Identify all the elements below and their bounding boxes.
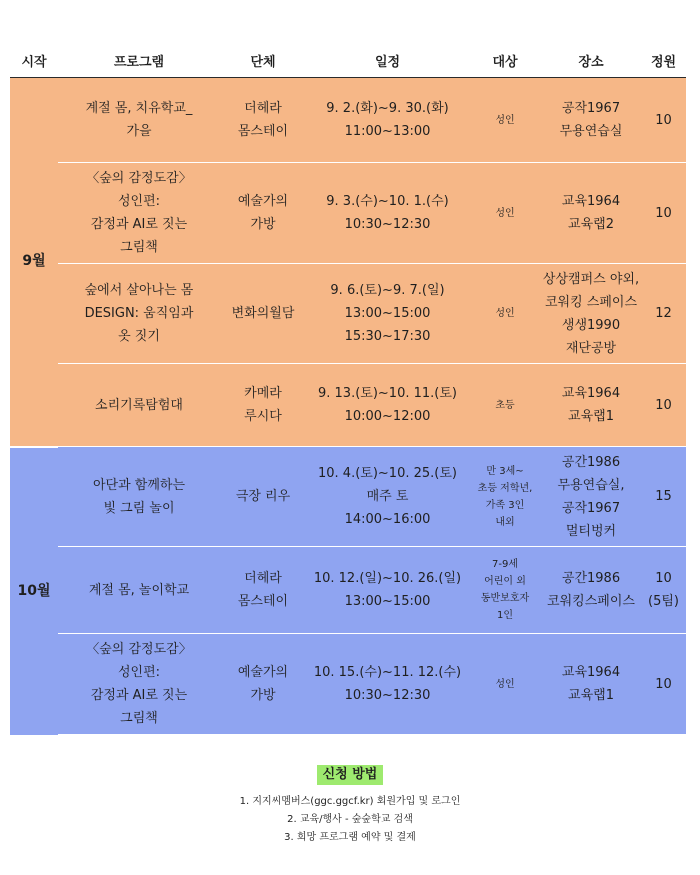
venue-line: 교육1964 [561, 194, 621, 209]
target-line: 7-9세 [492, 559, 518, 570]
program-line: 〈숲의 감정도감〉 [86, 171, 192, 186]
schedule-cell [306, 364, 469, 447]
target-cell [469, 364, 541, 447]
schedule-cell [306, 78, 469, 163]
header-schedule: 일정 [306, 43, 469, 78]
venue-cell [541, 264, 641, 364]
schedule-line: 10. 15.(수)~11. 12.(수) [313, 665, 462, 680]
venue-line: 무용연습실 [559, 124, 623, 139]
program-line: 그림책 [120, 240, 158, 255]
venue-line: 생생1990 [561, 317, 621, 333]
program-line: 〈숲의 감정도감〉 [86, 642, 192, 657]
program-line: 숲에서 살아나는 몸 [84, 283, 194, 298]
venue-cell [541, 163, 641, 264]
program-line: 성인편: [117, 665, 161, 680]
organization-line: 가방 [250, 688, 276, 703]
how-to-apply-section [0, 763, 700, 847]
program-cell [58, 364, 220, 447]
venue-line: 코워킹 스페이스 [544, 294, 638, 310]
schedule-line: 매주 토 [366, 489, 409, 504]
program-cell [58, 78, 220, 163]
program-line: 소리기록탐험대 [95, 397, 183, 413]
program-schedule-table [10, 43, 686, 735]
capacity-line: 10 [655, 676, 672, 692]
venue-cell [541, 547, 641, 634]
organization-cell [220, 264, 306, 364]
schedule-line: 9. 6.(토)~9. 7.(일) [330, 283, 445, 298]
schedule-line: 14:00~16:00 [344, 512, 431, 527]
program-line: 옷 짓기 [118, 329, 160, 344]
capacity-line: 10 [655, 571, 672, 586]
apply-step-1: 1. 지지씨멤버스(ggc.ggcf.kr) 회원가입 및 로그인 [239, 796, 461, 807]
schedule-line: 13:00~15:00 [344, 594, 431, 609]
schedule-line: 10:30~12:30 [344, 688, 431, 703]
capacity-cell [641, 163, 686, 264]
venue-line: 교육1964 [561, 386, 621, 401]
schedule-cell [306, 163, 469, 264]
schedule-line: 10:00~12:00 [344, 409, 431, 424]
program-line: 계절 몸, 놀이학교 [88, 582, 190, 598]
venue-line: 재단공방 [565, 340, 617, 356]
organization-cell [220, 547, 306, 634]
organization-line: 몸스테이 [237, 594, 289, 609]
header-program: 프로그램 [58, 43, 220, 78]
venue-cell [541, 364, 641, 447]
venue-cell [541, 634, 641, 735]
venue-line: 교육랩2 [568, 217, 614, 232]
target-line: 성인 [495, 114, 515, 126]
target-cell [469, 163, 541, 264]
program-line: DESIGN: 움직임과 [84, 306, 194, 321]
capacity-cell [641, 78, 686, 163]
target-line: 성인 [495, 308, 515, 319]
header-start: 시작 [10, 43, 58, 78]
program-cell [58, 634, 220, 735]
venue-line: 교육랩1 [568, 409, 614, 424]
target-line: 초등 [495, 399, 515, 411]
venue-cell [541, 447, 641, 547]
schedule-line: 10. 4.(토)~10. 25.(토) [318, 466, 457, 481]
organization-line: 루시다 [244, 409, 282, 424]
capacity-line: (5팀) [648, 594, 679, 609]
program-cell [58, 547, 220, 634]
organization-cell [220, 364, 306, 447]
table-row [10, 547, 686, 634]
venue-line: 교육랩1 [568, 688, 614, 703]
organization-cell [220, 634, 306, 735]
table-row [10, 634, 686, 735]
capacity-cell [641, 447, 686, 547]
schedule-cell [306, 547, 469, 634]
program-line: 감정과 AI로 짓는 [90, 688, 188, 703]
apply-step-2: 2. 교육/행사 - 숲숲학교 검색 [287, 814, 413, 825]
table-header-row [10, 43, 686, 78]
program-line: 아단과 함께하는 [92, 477, 186, 493]
target-line: 성인 [495, 207, 515, 219]
month-cell: 10월 [10, 447, 58, 735]
venue-line: 공작1967 [561, 101, 621, 116]
capacity-line: 15 [655, 489, 672, 504]
capacity-cell [641, 264, 686, 364]
schedule-line: 11:00~13:00 [344, 124, 431, 139]
venue-cell [541, 78, 641, 163]
apply-step-3: 3. 희망 프로그램 예약 및 결제 [284, 832, 416, 843]
capacity-cell [641, 634, 686, 735]
program-line: 계절 몸, 치유학교_ [85, 101, 193, 116]
program-cell [58, 264, 220, 364]
venue-line: 교육1964 [561, 665, 621, 680]
organization-line: 가방 [250, 217, 276, 232]
target-line: 가족 3인 [485, 499, 525, 511]
program-line: 그림책 [120, 711, 158, 726]
organization-line: 카메라 [244, 386, 282, 401]
schedule-line: 9. 2.(화)~9. 30.(화) [326, 101, 449, 116]
program-line: 성인편: [117, 194, 161, 209]
target-cell [469, 264, 541, 364]
table-row [10, 163, 686, 264]
organization-cell [220, 163, 306, 264]
target-line: 어린이 외 [484, 576, 526, 587]
target-cell [469, 547, 541, 634]
schedule-line: 15:30~17:30 [344, 329, 431, 344]
target-line: 동반보호자 [480, 593, 530, 604]
target-cell [469, 634, 541, 735]
target-cell [469, 78, 541, 163]
venue-line: 공간1986 [561, 571, 621, 586]
organization-line: 예술가의 [237, 194, 289, 209]
schedule-line: 10. 12.(일)~10. 26.(일) [313, 571, 462, 586]
header-venue: 장소 [541, 43, 641, 78]
schedule-cell [306, 634, 469, 735]
capacity-cell [641, 547, 686, 634]
program-line: 빛 그림 놀이 [103, 500, 175, 516]
organization-line: 변화의월담 [231, 306, 295, 321]
capacity-line: 10 [655, 205, 672, 221]
venue-line: 무용연습실, [557, 477, 625, 493]
venue-line: 상상캠퍼스 야외, [542, 271, 640, 287]
target-cell [469, 447, 541, 547]
table-row [10, 264, 686, 364]
capacity-line: 10 [655, 397, 672, 413]
venue-line: 멀티벙커 [565, 523, 617, 539]
organization-cell [220, 447, 306, 547]
schedule-line: 13:00~15:00 [344, 306, 431, 321]
schedule-cell [306, 447, 469, 547]
schedule-line: 10:30~12:30 [344, 217, 431, 232]
capacity-cell [641, 364, 686, 447]
schedule-line: 9. 13.(토)~10. 11.(토) [318, 386, 457, 401]
venue-line: 공작1967 [561, 500, 621, 516]
organization-cell [220, 78, 306, 163]
capacity-line: 12 [655, 306, 672, 321]
target-line: 1인 [496, 610, 514, 621]
program-line: 가을 [126, 124, 152, 139]
table-row [10, 78, 686, 163]
header-capacity: 정원 [641, 43, 686, 78]
organization-line: 극장 리우 [235, 489, 291, 504]
venue-line: 코워킹스페이스 [547, 594, 635, 609]
target-line: 내외 [495, 516, 515, 528]
header-organization: 단체 [220, 43, 306, 78]
organization-line: 더헤라 [244, 571, 282, 586]
month-cell: 9월 [10, 78, 58, 447]
table-row [10, 364, 686, 447]
table-row [10, 447, 686, 547]
schedule-cell [306, 264, 469, 364]
program-cell [58, 163, 220, 264]
program-cell [58, 447, 220, 547]
how-to-apply-title: 신청 방법 [317, 765, 384, 785]
target-line: 만 3세~ [486, 465, 524, 477]
organization-line: 예술가의 [237, 665, 289, 680]
header-target: 대상 [469, 43, 541, 78]
capacity-line: 10 [655, 112, 672, 128]
program-line: 감정과 AI로 짓는 [90, 217, 188, 232]
organization-line: 몸스테이 [237, 124, 289, 139]
schedule-line: 9. 3.(수)~10. 1.(수) [326, 194, 449, 209]
target-line: 초등 저학년, [477, 482, 533, 494]
venue-line: 공간1986 [561, 454, 621, 470]
target-line: 성인 [495, 678, 515, 690]
organization-line: 더헤라 [244, 101, 282, 116]
